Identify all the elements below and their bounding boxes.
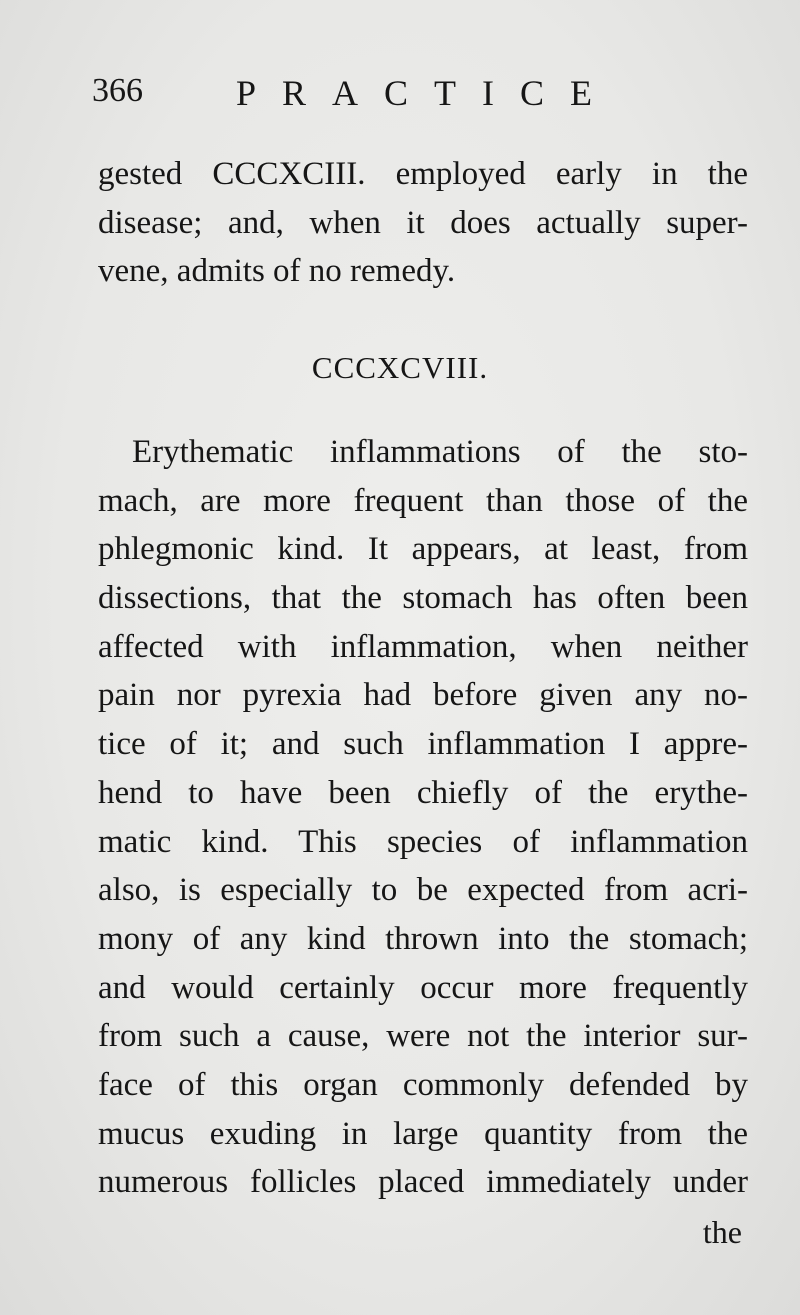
text-line: face of this organ commonly defended by: [98, 1066, 748, 1103]
text-line: from such a cause, were not the interior sur-: [98, 1018, 748, 1055]
text-line: dissections, that the stomach has often been: [98, 580, 748, 617]
text-line: disease; and, when it does actually super-: [98, 204, 748, 241]
text-line: mony of any kind thrown into the stomach;: [98, 920, 748, 957]
text-line: phlegmonic kind. It appears, at least, from: [98, 531, 748, 568]
text-line: tice of it; and such inflammation I appre-: [98, 726, 748, 763]
text-line: pain nor pyrexia had before given any no-: [98, 677, 748, 714]
section-heading: CCCXCVIII.: [311, 350, 489, 385]
text-line: affected with inflammation, when neither: [98, 628, 748, 665]
page-header: [92, 72, 752, 122]
text-line: gested CCCXCIII. employed early in the: [98, 156, 748, 192]
page-number: 366: [92, 72, 143, 109]
text-line: mucus exuding in large quantity from the: [98, 1115, 748, 1152]
text-line: vene, admits of no remedy.: [98, 253, 456, 290]
text-line: and would certainly occur more frequently: [98, 969, 748, 1006]
catchword: the: [702, 1214, 742, 1250]
text-line: mach, are more frequent than those of the: [98, 482, 748, 519]
text-line: Erythematic inflammations of the sto-: [132, 434, 748, 470]
text-line: matic kind. This species of inflammation: [98, 823, 748, 860]
text-line: numerous follicles placed immediately under: [98, 1164, 748, 1201]
running-head: PRACTICE: [236, 73, 619, 113]
text-line: also, is especially to be expected from acri-: [98, 872, 748, 909]
continued-paragraph: [98, 150, 748, 296]
text-line: hend to have been chiefly of the erythe-: [98, 774, 748, 811]
main-paragraph: [98, 428, 748, 1207]
